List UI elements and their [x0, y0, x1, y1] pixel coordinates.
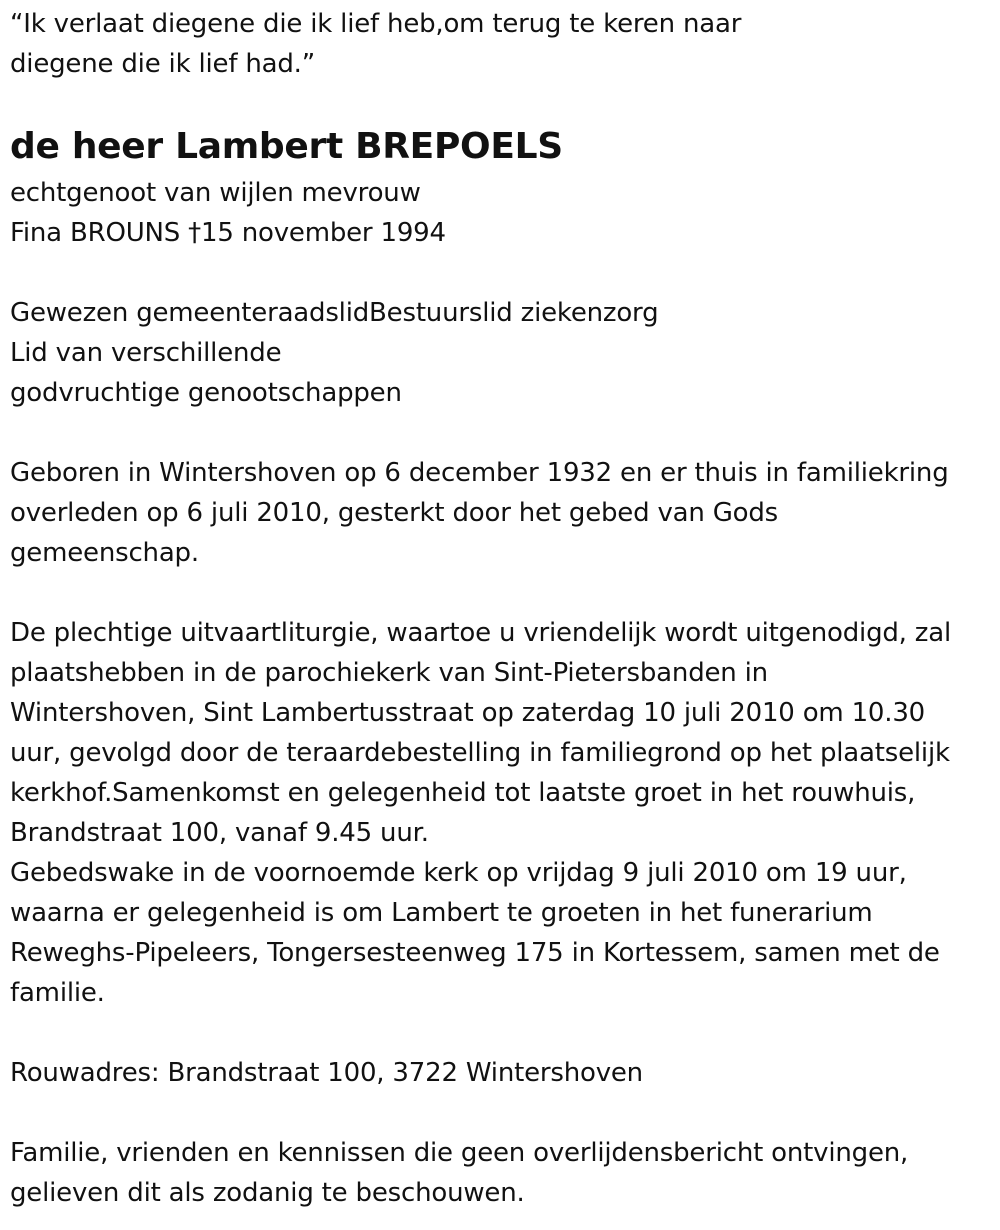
mourning-address: [10, 1053, 995, 1093]
functions: [10, 293, 995, 413]
death-notice: [10, 4, 995, 1213]
funeral-info: [10, 613, 995, 1013]
paragraph-gap: [10, 573, 995, 613]
funeral-line: kerkhof.Samenkomst en gelegenheid tot laatste groet in het rouwhuis,: [10, 778, 916, 808]
functions-line: Lid van verschillende: [10, 338, 282, 368]
funeral-line: Reweghs-Pipeleers, Tongersesteenweg 175 in Kortessem, samen met de: [10, 938, 940, 968]
closing-line: gelieven dit als zodanig te beschouwen.: [10, 1178, 525, 1208]
funeral-line: De plechtige uitvaartliturgie, waartoe u vriendelijk wordt uitgenodigd, zal: [10, 618, 952, 648]
funeral-line: Wintershoven, Sint Lambertusstraat op zaterdag 10 juli 2010 om 10.30: [10, 698, 926, 728]
birth-death-line: Geboren in Wintershoven op 6 december 1932 en er thuis in familiekring: [10, 458, 949, 488]
spouse-line: Fina BROUNS †15 november 1994: [10, 218, 446, 248]
paragraph-gap: [10, 1093, 995, 1133]
spouse-info: [10, 173, 995, 253]
funeral-line: waarna er gelegenheid is om Lambert te groeten in het funerarium: [10, 898, 873, 928]
spouse-line: echtgenoot van wijlen mevrouw: [10, 178, 421, 208]
funeral-line: Brandstraat 100, vanaf 9.45 uur.: [10, 818, 429, 848]
birth-death-line: gemeenschap.: [10, 538, 199, 568]
funeral-line: uur, gevolgd door de teraardebestelling in familiegrond op het plaatselijk: [10, 738, 950, 768]
birth-death-line: overleden op 6 juli 2010, gesterkt door het gebed van Gods: [10, 498, 779, 528]
funeral-line: plaatshebben in de parochiekerk van Sint-Pietersbanden in: [10, 658, 768, 688]
birth-death: [10, 453, 995, 573]
quote-line: “Ik verlaat diegene die ik lief heb,om terug te keren naar: [10, 9, 742, 39]
functions-line: Gewezen gemeenteraadslidBestuurslid ziekenzorg: [10, 298, 659, 328]
functions-line: godvruchtige genootschappen: [10, 378, 402, 408]
paragraph-gap: [10, 413, 995, 453]
quote: [10, 4, 995, 84]
deceased-name: de heer Lambert BREPOELS: [10, 126, 563, 167]
funeral-line: Gebedswake in de voornoemde kerk op vrijdag 9 juli 2010 om 19 uur,: [10, 858, 907, 888]
paragraph-gap: [10, 1013, 995, 1053]
closing-line: Familie, vrienden en kennissen die geen overlijdensbericht ontvingen,: [10, 1138, 909, 1168]
quote-line: diegene die ik lief had.”: [10, 49, 316, 79]
funeral-line: familie.: [10, 978, 105, 1008]
paragraph-gap: [10, 253, 995, 293]
closing-note: [10, 1133, 995, 1213]
address-line: Rouwadres: Brandstraat 100, 3722 Wintershoven: [10, 1058, 643, 1088]
